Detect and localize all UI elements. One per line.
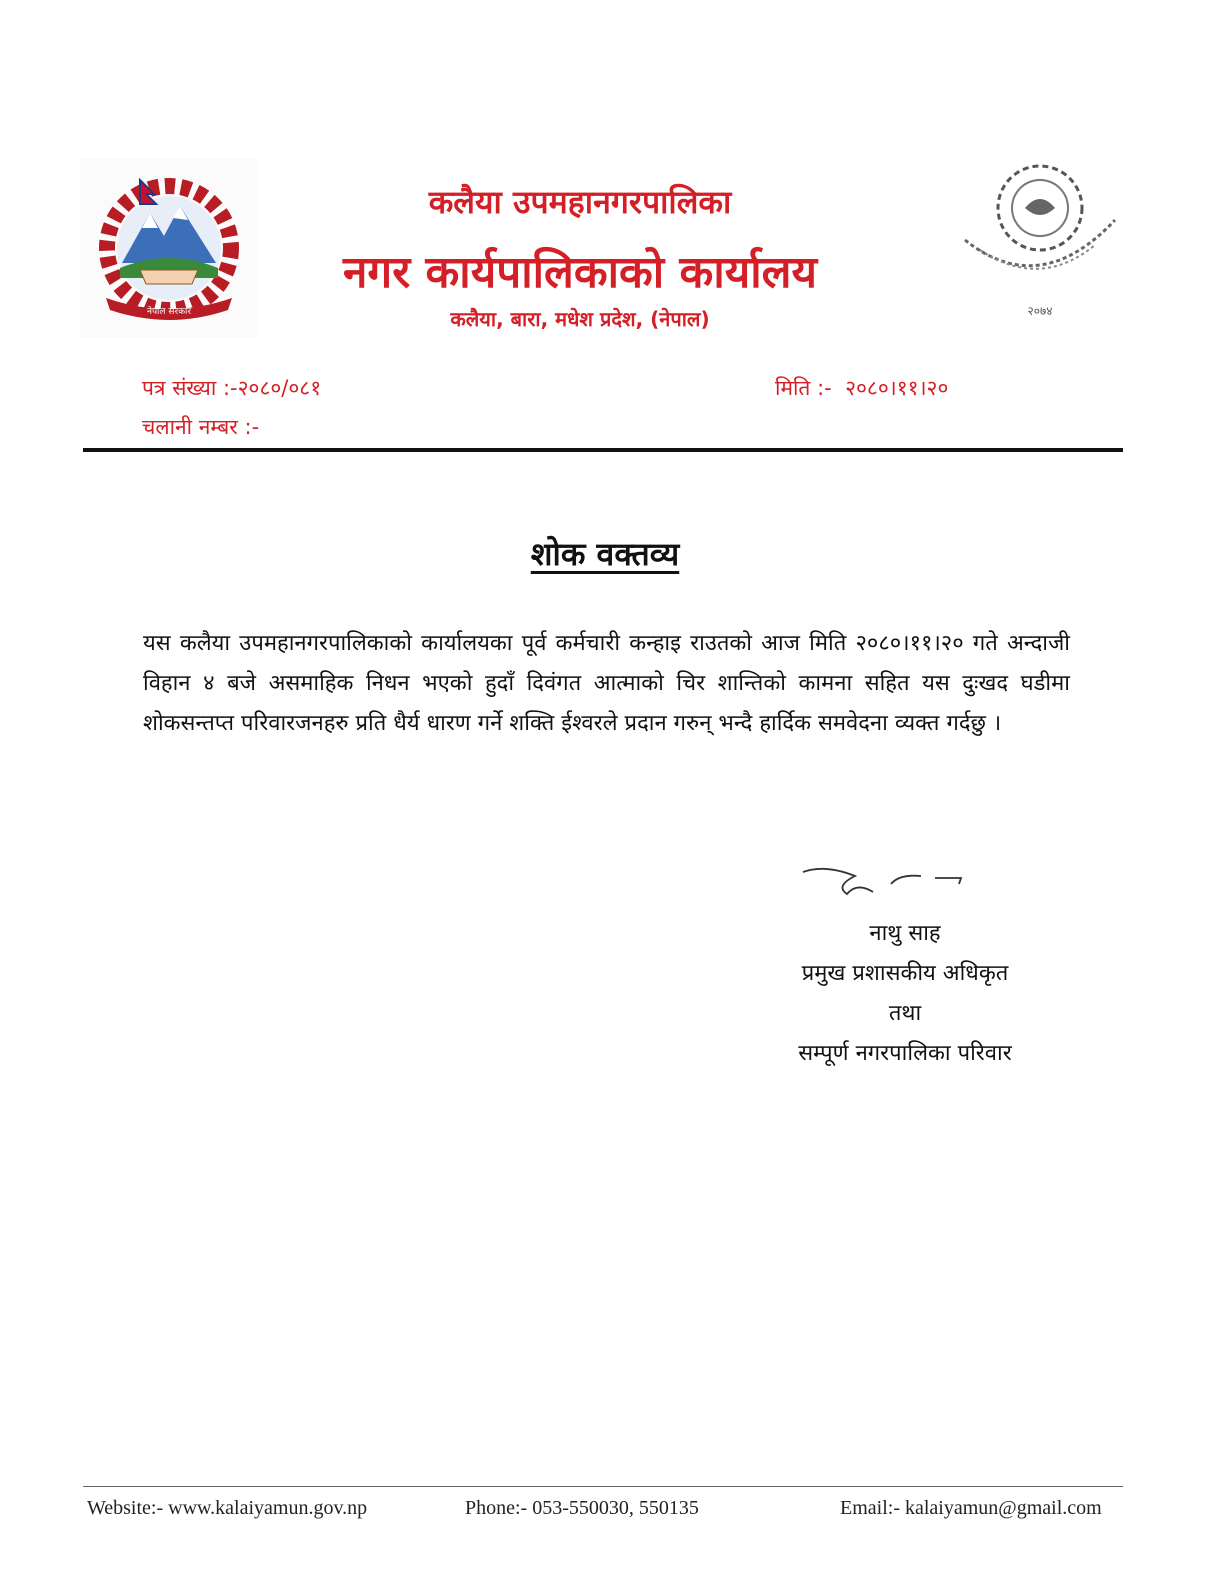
reference-value: २०८०/०८१ [237,376,322,400]
nepal-emblem-icon [80,158,258,338]
reference-number [142,374,321,402]
date-label: मिति :- [775,376,832,400]
signatory-name: नाथु साह [869,921,941,946]
footer-email: Email:- kalaiyamun@gmail.com [840,1497,1102,1519]
signatory-conjunction: तथा [888,1001,922,1026]
document-title [0,532,1210,575]
date-value: २०८०।११।२० [845,376,949,400]
signatory-designation: प्रमुख प्रशासकीय अधिकृत [801,961,1009,986]
municipality-name: कलैया उपमहानगरपालिका [428,183,732,221]
header-divider [83,448,1123,452]
dispatch-label: चलानी नम्बर :- [142,415,260,439]
footer-website: Website:- www.kalaiyamun.gov.np [87,1497,368,1519]
signatory-block [770,914,1040,1074]
emblem-caption: नेपाल सरकार [146,307,192,317]
reference-label: पत्र संख्या :- [142,376,238,400]
footer-divider [83,1486,1123,1487]
municipality-seal-icon [955,150,1125,325]
footer-phone: Phone:- 053-550030, 550135 [465,1497,699,1519]
handwritten-signature-icon [795,858,975,908]
letter-date [775,374,948,402]
office-address: कलैया, बारा, मधेश प्रदेश, (नेपाल) [450,307,710,331]
document-title-text: शोक वक्तव्य [530,535,680,573]
document-body: यस कलैया उपमहानगरपालिकाको कार्यालयका पूर्व कर्मचारी कन्हाइ राउतको आज मिति २०८०।११।२० गते अन्दाजी विहान ४ बजे असमाहिक निधन भएको हुदाँ दिवंगत आत्माको चिर शान्तिको कामना सहित यस दुःखद घडीमा शोकसन्तप्त परिवारजनहरु प्रति धैर्य धारण गर्ने शक्ति ईश्वरले प्रदान गरुन् भन्दै हार्दिक समवेदना व्यक्त गर्दछु । [143,631,1070,736]
seal-year: २०७४ [1027,304,1053,318]
office-name: नगर कार्यपालिकाको कार्यालय [343,247,817,298]
dispatch-number [142,413,259,441]
signatory-family: सम्पूर्ण नगरपालिका परिवार [798,1041,1012,1066]
